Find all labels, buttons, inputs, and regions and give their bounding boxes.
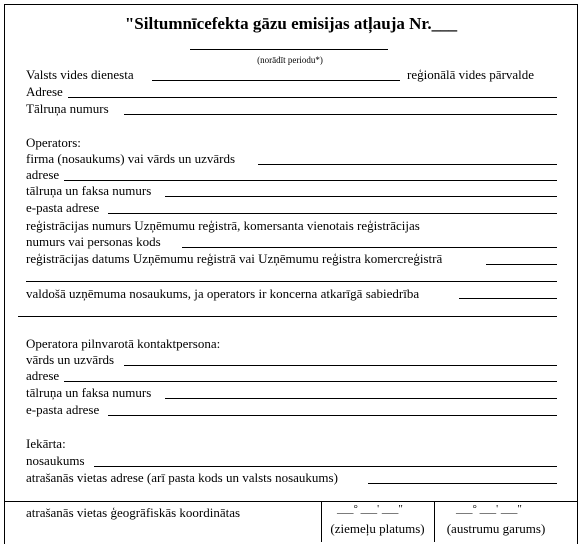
operator-phone-label: tālruņa un faksa numurs xyxy=(26,183,152,198)
operator-parent-label: valdošā uzņēmuma nosaukums, ja operators ir koncerna atkarīgā sabiedrība xyxy=(26,286,420,301)
contact-email-field[interactable] xyxy=(108,415,557,416)
operator-phone-field[interactable] xyxy=(165,196,557,197)
contact-address-label: adrese xyxy=(26,368,60,383)
contact-phone-label: tālruņa un faksa numurs xyxy=(26,385,152,400)
regional-label: reģionālā vides pārvalde xyxy=(407,67,535,82)
form-frame xyxy=(4,4,578,544)
installation-location-field[interactable] xyxy=(368,483,557,484)
contact-heading: Operatora pilnvarotā kontaktpersona: xyxy=(26,336,221,351)
form-title: "Siltumnīcefekta gāzu emisijas atļauja Nr.___ xyxy=(124,14,458,33)
operator-name-field[interactable] xyxy=(258,164,557,165)
contact-phone-field[interactable] xyxy=(165,398,557,399)
operator-reg-number-label-2: numurs vai personas kods xyxy=(26,234,161,249)
contact-name-field[interactable] xyxy=(124,365,557,366)
operator-heading: Operators: xyxy=(26,135,81,150)
latitude-field[interactable]: ___° ___' ___" xyxy=(337,503,403,515)
operator-reg-number-field[interactable] xyxy=(182,247,557,248)
latitude-caption: (ziemeļu platums) xyxy=(330,521,425,536)
installation-name-field[interactable] xyxy=(94,466,557,467)
service-label: Valsts vides dienesta xyxy=(26,67,134,82)
authority-phone-label: Tālruņa numurs xyxy=(26,101,109,116)
operator-email-label: e-pasta adrese xyxy=(26,200,100,215)
operator-reg-date-label: reģistrācijas datums Uzņēmumu reģistrā vai Uzņēmumu reģistra komercreģistrā xyxy=(26,251,443,266)
installation-coords-label: atrašanās vietas ģeogrāfiskās koordinātas xyxy=(26,505,241,520)
installation-name-label: nosaukums xyxy=(26,453,85,468)
operator-parent-field-extra[interactable] xyxy=(18,316,557,317)
longitude-field[interactable]: ___° ___' ___" xyxy=(456,503,522,515)
installation-heading: Iekārta: xyxy=(26,436,66,451)
operator-reg-date-field[interactable] xyxy=(486,264,557,265)
longitude-caption: (austrumu garums) xyxy=(446,521,546,536)
operator-email-field[interactable] xyxy=(108,213,557,214)
operator-reg-date-field-extra[interactable] xyxy=(26,281,557,282)
installation-location-label: atrašanās vietas adrese (arī pasta kods un valsts nosaukums) xyxy=(26,470,338,485)
authority-address-field[interactable] xyxy=(68,97,557,98)
operator-address-label: adrese xyxy=(26,167,60,182)
operator-reg-number-label-1: reģistrācijas numurs Uzņēmumu reģistrā, komersanta vienotais reģistrācijas xyxy=(26,218,420,233)
contact-address-field[interactable] xyxy=(64,381,557,382)
contact-email-label: e-pasta adrese xyxy=(26,402,100,417)
period-line[interactable] xyxy=(190,49,388,50)
contact-name-label: vārds un uzvārds xyxy=(26,352,115,367)
service-field[interactable] xyxy=(152,80,400,81)
authority-address-label: Adrese xyxy=(26,84,63,99)
period-note: (norādīt periodu*) xyxy=(257,55,323,65)
operator-parent-field[interactable] xyxy=(459,298,557,299)
operator-name-label: firma (nosaukums) vai vārds un uzvārds xyxy=(26,151,236,166)
operator-address-field[interactable] xyxy=(64,180,557,181)
authority-phone-field[interactable] xyxy=(124,114,557,115)
